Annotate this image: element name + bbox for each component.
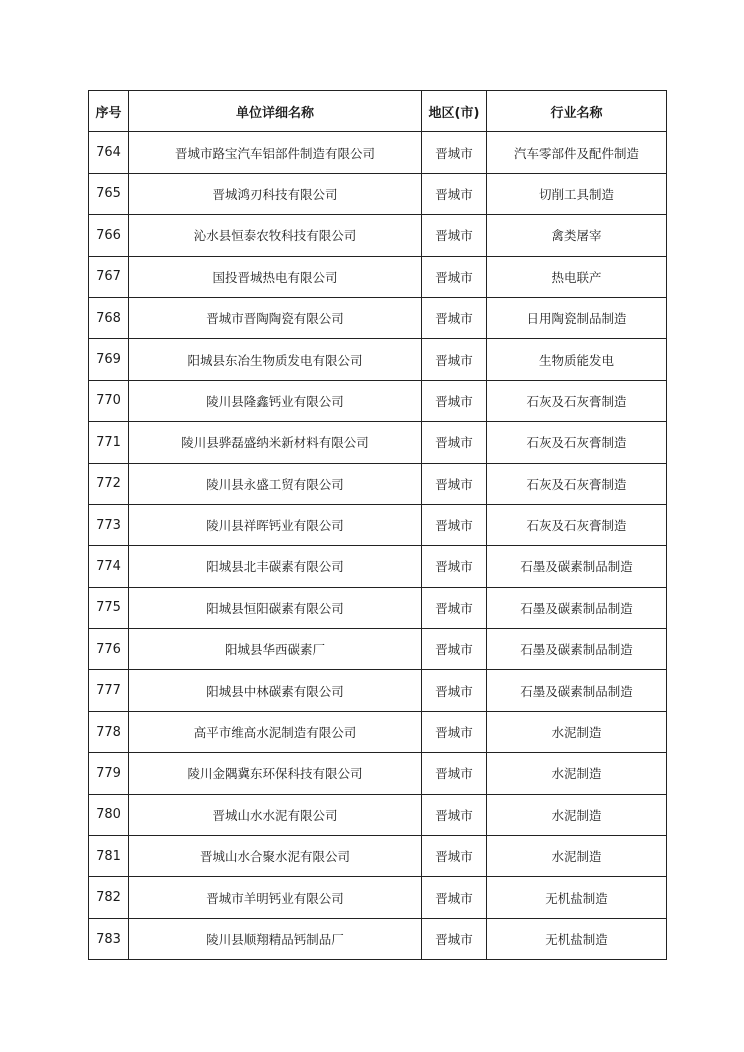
cell-serial-number: 774 (89, 546, 129, 587)
cell-region: 晋城市 (422, 918, 487, 959)
table-row (89, 132, 667, 173)
cell-serial-number: 764 (89, 132, 129, 173)
cell-serial-number: 771 (89, 422, 129, 463)
cell-region: 晋城市 (422, 339, 487, 380)
cell-company-name: 陵川县顺翔精品钙制品厂 (129, 918, 422, 959)
cell-company-name: 晋城鸿刃科技有限公司 (129, 173, 422, 214)
cell-industry: 石墨及碳素制品制造 (487, 629, 667, 670)
cell-industry: 无机盐制造 (487, 877, 667, 918)
cell-region: 晋城市 (422, 670, 487, 711)
cell-region: 晋城市 (422, 629, 487, 670)
cell-industry: 石灰及石灰膏制造 (487, 422, 667, 463)
cell-company-name: 晋城市晋陶陶瓷有限公司 (129, 297, 422, 338)
cell-region: 晋城市 (422, 256, 487, 297)
cell-region: 晋城市 (422, 132, 487, 173)
enterprise-list-table (88, 90, 667, 960)
header-serial-number: 序号 (89, 91, 129, 132)
cell-industry: 生物质能发电 (487, 339, 667, 380)
cell-company-name: 陵川县永盛工贸有限公司 (129, 463, 422, 504)
cell-region: 晋城市 (422, 463, 487, 504)
cell-industry: 水泥制造 (487, 711, 667, 752)
cell-company-name: 阳城县中林碳素有限公司 (129, 670, 422, 711)
cell-region: 晋城市 (422, 422, 487, 463)
cell-serial-number: 766 (89, 215, 129, 256)
cell-company-name: 陵川县隆鑫钙业有限公司 (129, 380, 422, 421)
cell-industry: 热电联产 (487, 256, 667, 297)
table-row (89, 877, 667, 918)
cell-company-name: 陵川金隅冀东环保科技有限公司 (129, 753, 422, 794)
cell-region: 晋城市 (422, 173, 487, 214)
cell-region: 晋城市 (422, 380, 487, 421)
cell-company-name: 沁水县恒泰农牧科技有限公司 (129, 215, 422, 256)
table-row (89, 256, 667, 297)
table-row (89, 504, 667, 545)
cell-serial-number: 768 (89, 297, 129, 338)
cell-industry: 石墨及碳素制品制造 (487, 670, 667, 711)
table-row (89, 422, 667, 463)
table-row (89, 339, 667, 380)
cell-company-name: 高平市维高水泥制造有限公司 (129, 711, 422, 752)
cell-company-name: 阳城县华西碳素厂 (129, 629, 422, 670)
cell-company-name: 阳城县恒阳碳素有限公司 (129, 587, 422, 628)
cell-industry: 水泥制造 (487, 836, 667, 877)
cell-serial-number: 767 (89, 256, 129, 297)
cell-industry: 石灰及石灰膏制造 (487, 463, 667, 504)
cell-serial-number: 773 (89, 504, 129, 545)
cell-industry: 日用陶瓷制品制造 (487, 297, 667, 338)
cell-serial-number: 772 (89, 463, 129, 504)
table-row (89, 587, 667, 628)
cell-serial-number: 778 (89, 711, 129, 752)
cell-serial-number: 776 (89, 629, 129, 670)
cell-industry: 石墨及碳素制品制造 (487, 587, 667, 628)
cell-company-name: 晋城市羊明钙业有限公司 (129, 877, 422, 918)
cell-industry: 汽车零部件及配件制造 (487, 132, 667, 173)
table-row (89, 463, 667, 504)
cell-company-name: 陵川县祥晖钙业有限公司 (129, 504, 422, 545)
cell-serial-number: 783 (89, 918, 129, 959)
cell-serial-number: 775 (89, 587, 129, 628)
cell-industry: 石灰及石灰膏制造 (487, 380, 667, 421)
cell-company-name: 晋城山水水泥有限公司 (129, 794, 422, 835)
cell-company-name: 阳城县东冶生物质发电有限公司 (129, 339, 422, 380)
table-row (89, 794, 667, 835)
cell-industry: 水泥制造 (487, 794, 667, 835)
cell-industry: 石墨及碳素制品制造 (487, 546, 667, 587)
cell-company-name: 晋城山水合聚水泥有限公司 (129, 836, 422, 877)
cell-region: 晋城市 (422, 794, 487, 835)
cell-serial-number: 769 (89, 339, 129, 380)
table-row (89, 297, 667, 338)
cell-industry: 无机盐制造 (487, 918, 667, 959)
cell-region: 晋城市 (422, 297, 487, 338)
cell-serial-number: 765 (89, 173, 129, 214)
table-row (89, 836, 667, 877)
table-row (89, 546, 667, 587)
cell-region: 晋城市 (422, 587, 487, 628)
cell-industry: 切削工具制造 (487, 173, 667, 214)
table-row (89, 918, 667, 959)
cell-serial-number: 781 (89, 836, 129, 877)
header-region: 地区(市) (422, 91, 487, 132)
header-industry: 行业名称 (487, 91, 667, 132)
cell-industry: 水泥制造 (487, 753, 667, 794)
cell-company-name: 晋城市路宝汽车铝部件制造有限公司 (129, 132, 422, 173)
cell-region: 晋城市 (422, 753, 487, 794)
table-header-row (89, 91, 667, 132)
table-row (89, 173, 667, 214)
cell-region: 晋城市 (422, 836, 487, 877)
cell-industry: 禽类屠宰 (487, 215, 667, 256)
cell-region: 晋城市 (422, 504, 487, 545)
cell-serial-number: 770 (89, 380, 129, 421)
table-row (89, 215, 667, 256)
cell-serial-number: 779 (89, 753, 129, 794)
header-company-name: 单位详细名称 (129, 91, 422, 132)
cell-serial-number: 780 (89, 794, 129, 835)
cell-serial-number: 782 (89, 877, 129, 918)
table-row (89, 753, 667, 794)
cell-serial-number: 777 (89, 670, 129, 711)
table-row (89, 711, 667, 752)
cell-industry: 石灰及石灰膏制造 (487, 504, 667, 545)
cell-region: 晋城市 (422, 215, 487, 256)
cell-region: 晋城市 (422, 711, 487, 752)
table-row (89, 670, 667, 711)
cell-company-name: 陵川县骅磊盛纳米新材料有限公司 (129, 422, 422, 463)
table-row (89, 629, 667, 670)
cell-company-name: 阳城县北丰碳素有限公司 (129, 546, 422, 587)
cell-company-name: 国投晋城热电有限公司 (129, 256, 422, 297)
cell-region: 晋城市 (422, 546, 487, 587)
cell-region: 晋城市 (422, 877, 487, 918)
table-row (89, 380, 667, 421)
